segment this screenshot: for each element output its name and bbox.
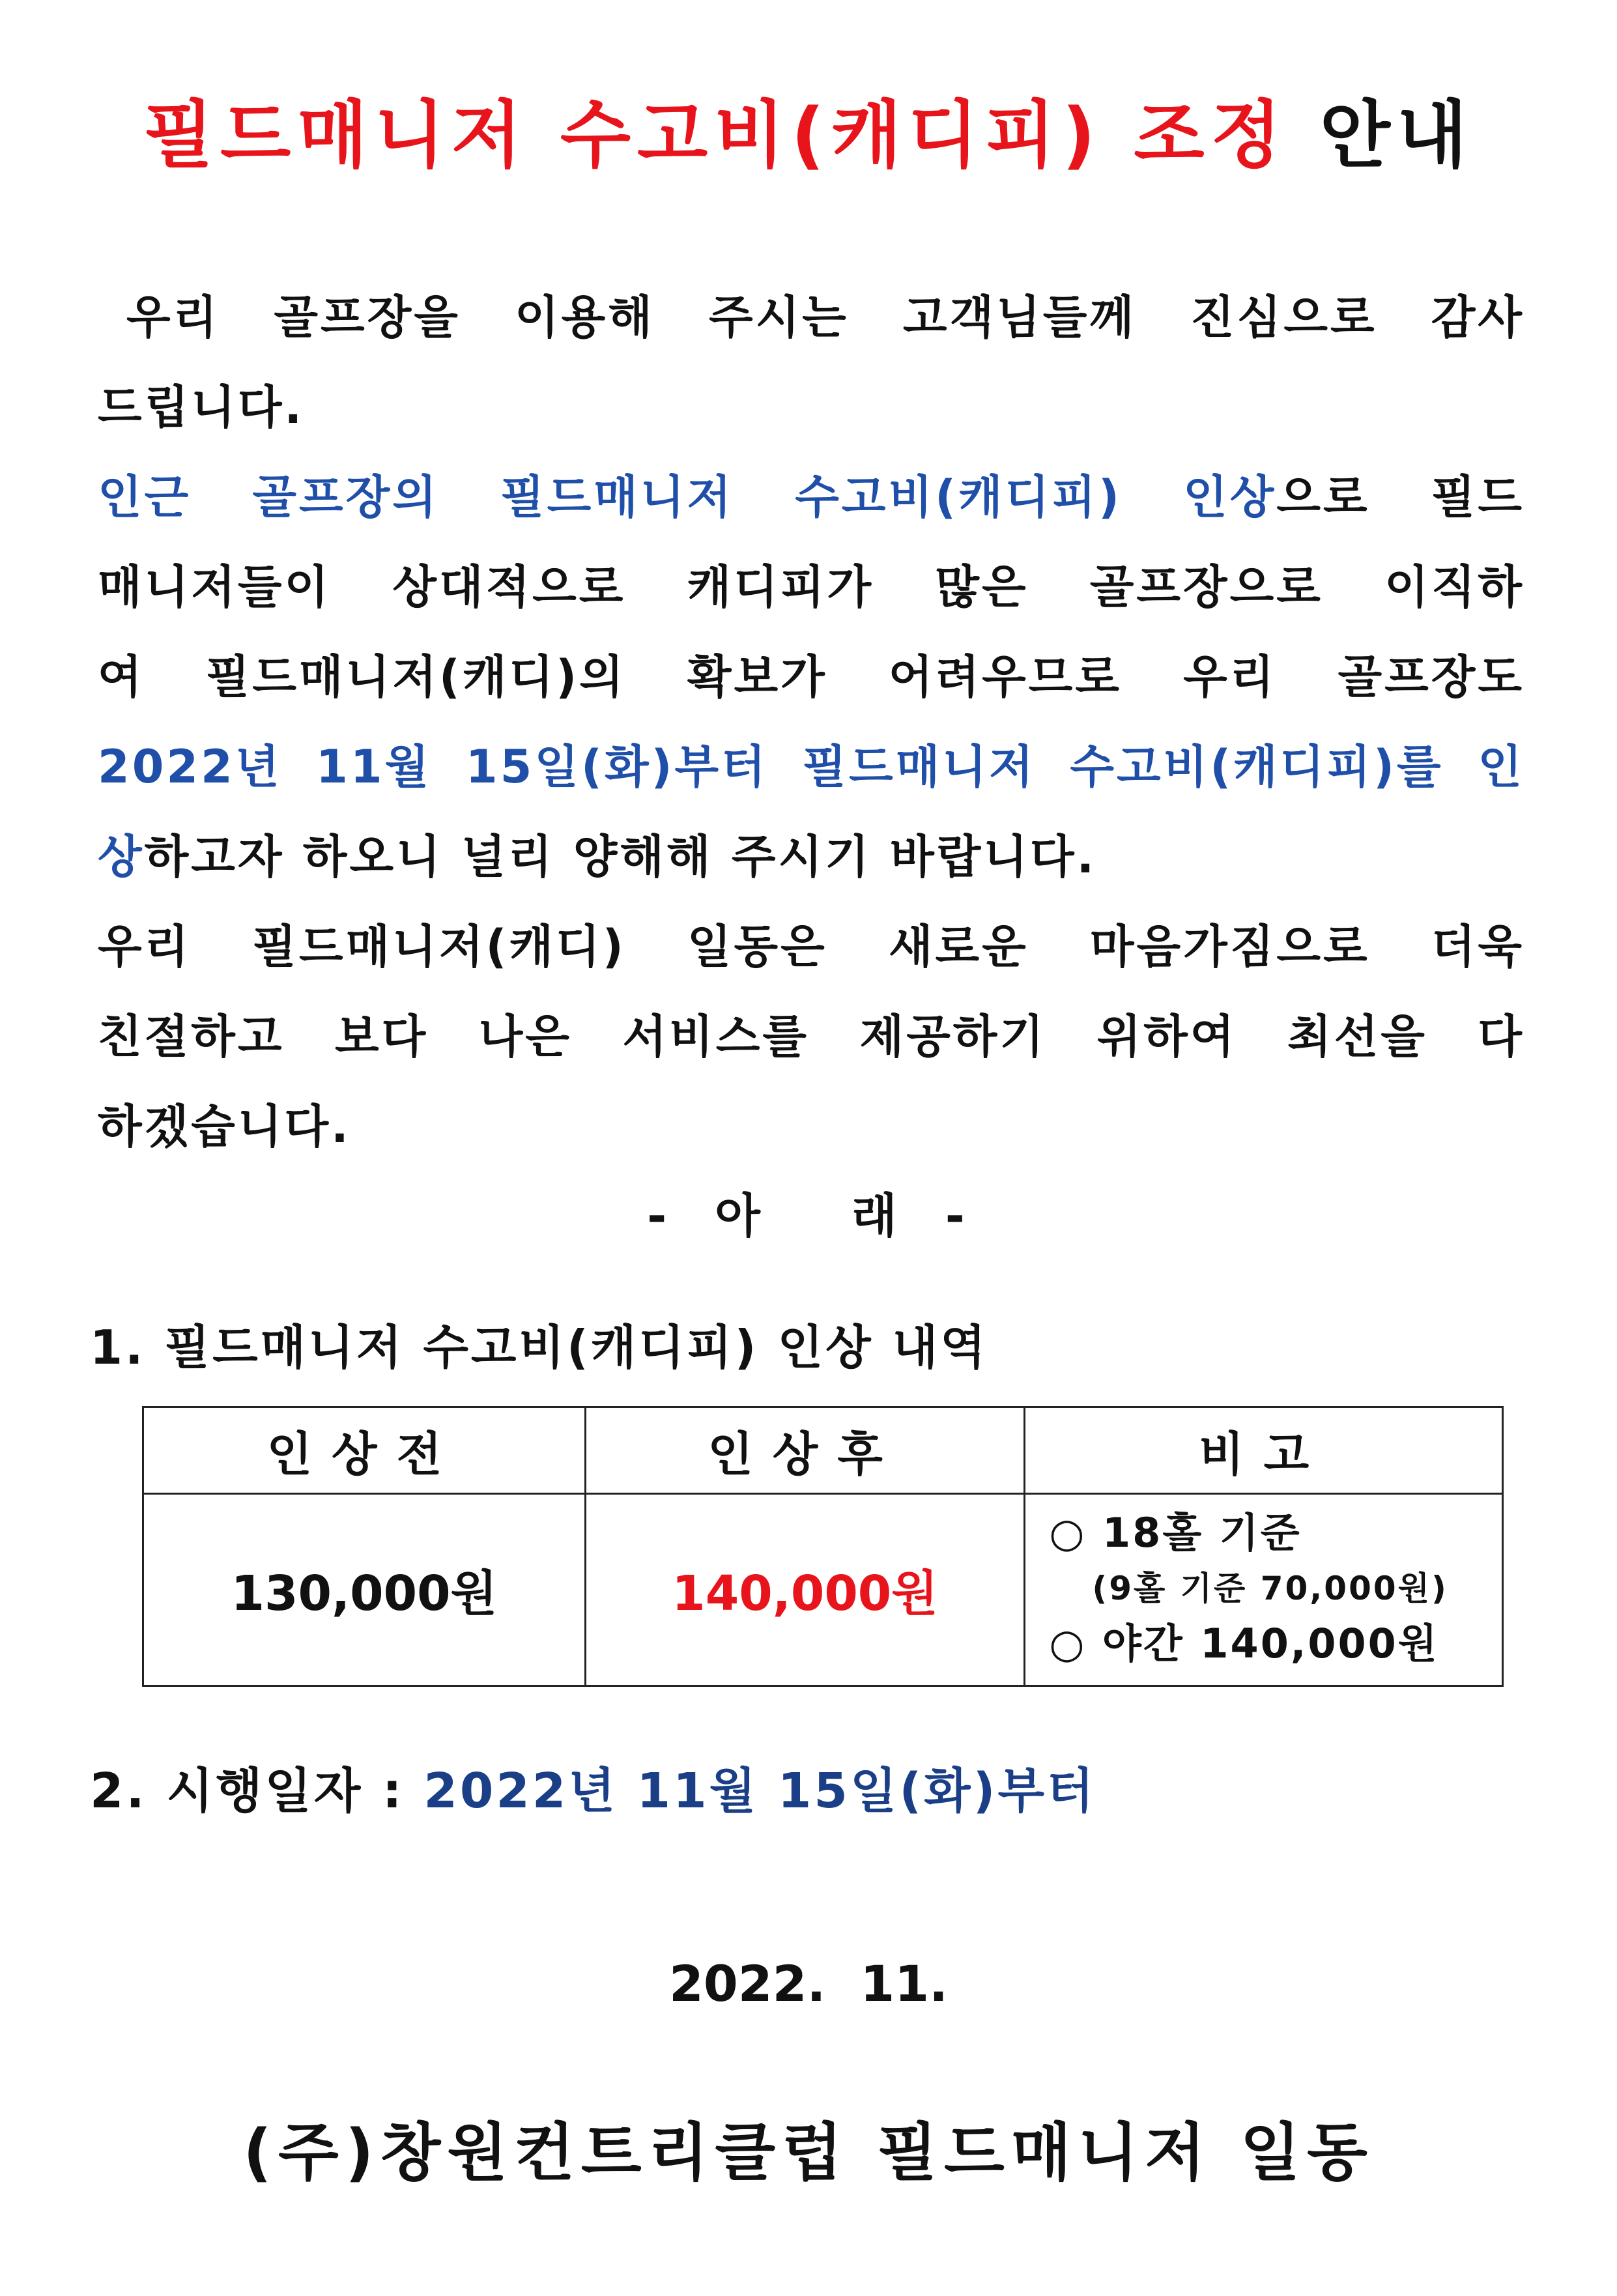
signer: (주)창원컨트리클럽 필드매니저 일동 [243, 2116, 1374, 2189]
body-line: 우리 필드매니저(캐디) 일동은 새로운 마음가짐으로 더욱 [98, 920, 1524, 973]
body-line: 우리 골프장을 이용해 주시는 고객님들께 진심으로 감사 [126, 291, 1524, 344]
body-highlight: 인근 골프장의 필드매니저 수고비(캐디피) 인상 [98, 470, 1277, 524]
body-line: 친절하고 보다 나은 서비스를 제공하기 위하여 최선을 다 [98, 1010, 1524, 1063]
notice-body [98, 272, 1524, 1171]
body-line: 하겠습니다. [98, 1100, 351, 1153]
notice-title [0, 77, 1617, 182]
price-after: 140,000원 [585, 1494, 1025, 1686]
body-text: 하고자 하오니 널리 양해해 주시기 바랍니다. [144, 830, 1097, 883]
body-line-highlight: 2022년 11월 15일(화)부터 필드매니저 수고비(캐디피)를 인 [98, 740, 1524, 794]
effective-date-label: 2. 시행일자 : [90, 1763, 424, 1819]
body-text: 으로 필드 [1276, 470, 1524, 524]
section2-effective-date [90, 1753, 1096, 1822]
price-note [1025, 1494, 1503, 1686]
body-line: 여 필드매니저(캐디)의 확보가 어려우므로 우리 골프장도 [98, 650, 1524, 704]
header-note: 비고 [1025, 1407, 1503, 1494]
body-line [98, 452, 1524, 542]
section1-heading: 1. 필드매니저 수고비(캐디피) 인상 내역 [90, 1320, 988, 1375]
price-before: 130,000원 [143, 1494, 586, 1686]
note-9hole: (9홀 기준 70,000원) [1092, 1570, 1448, 1607]
body-highlight: 상 [98, 830, 145, 883]
below-heading: - 아 래 - [647, 1188, 970, 1243]
body-line: 드립니다. [98, 380, 305, 434]
table-header-row [143, 1407, 1503, 1494]
issue-date: 2022. 11. [669, 1955, 948, 2013]
body-line: 매니저들이 상대적으로 캐디피가 많은 골프장으로 이직하 [98, 560, 1524, 614]
header-after: 인상후 [585, 1407, 1025, 1494]
table-row [143, 1494, 1503, 1686]
title-main: 필드매니저 수고비(캐디피) 조정 [143, 93, 1288, 178]
effective-date-value: 2022년 11월 15일(화)부터 [423, 1763, 1096, 1819]
header-before: 인상전 [143, 1407, 586, 1494]
body-line [98, 812, 1524, 902]
note-night: ○ 야간 140,000원 [1049, 1620, 1439, 1667]
title-suffix: 안내 [1319, 93, 1474, 178]
fee-table [142, 1406, 1504, 1687]
note-18hole: ○ 18홀 기준 [1049, 1509, 1302, 1557]
